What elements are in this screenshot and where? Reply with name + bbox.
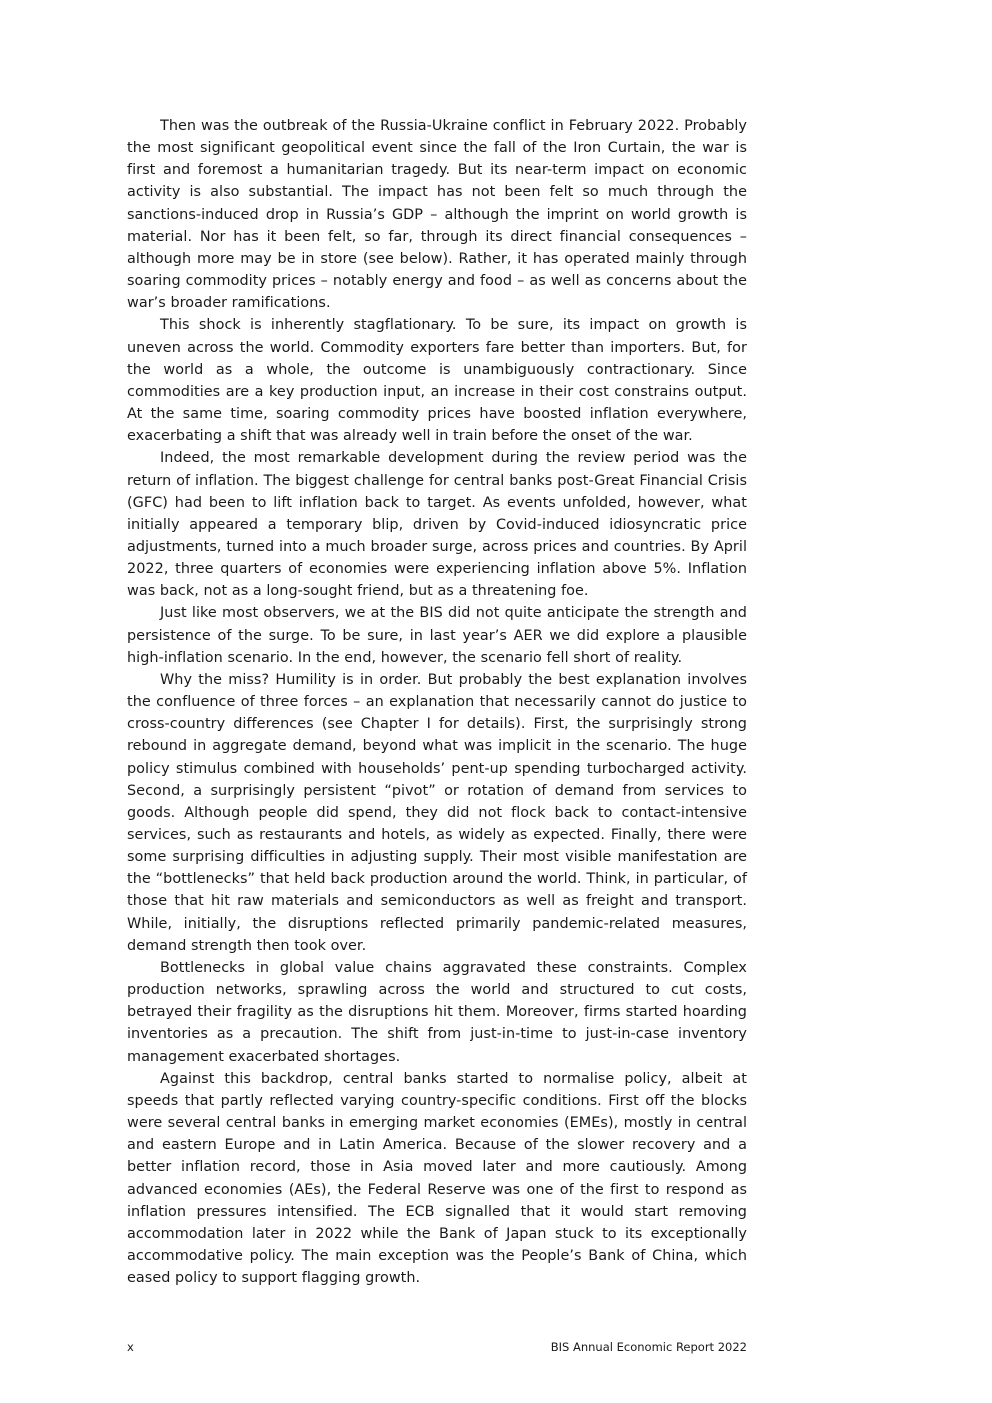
page-number: x — [127, 1340, 134, 1354]
paragraph-return-of-inflation: Indeed, the most remarkable development during the review period was the return of inflation. The biggest challenge for central banks post-Great Financial Crisis (GFC) had been to lift inflation back to target. As events unfolded, however, what initially appeared a temporary blip, driven by Covid-induced idiosyncratic price adjustments, turned into a much broader surge, across prices and countries. By April 2022, three quarters of economies were experiencing inflation above 5%. Inflation was back, not as a long-sought friend, but as a threatening foe. — [127, 450, 747, 600]
paragraph-policy-normalisation: Against this backdrop, central banks started to normalise policy, albeit at speeds that partly reflected varying country-specific conditions. First off the blocks were several central banks in emerging market economies (EMEs), mostly in central and eastern Europe and in Latin America. Because of the slower recovery and a better inflation record, those in Asia moved later and more cautiously. Among advanced economies (AEs), the Federal Reserve was one of the first to respond as inflation pressures intensified. The ECB signalled that it would start removing accommodation later in 2022 while the Bank of Japan stuck to its exceptionally accommodative policy. The main exception was the People’s Bank of China, which eased policy to support flagging growth. — [127, 1070, 747, 1287]
report-title: BIS Annual Economic Report 2022 — [550, 1340, 747, 1354]
paragraph-bottlenecks: Bottlenecks in global value chains aggravated these constraints. Complex production networks, sprawling across the world and structured to cut costs, betrayed their fragility as the disruptions hit them. Moreover, firms started hoarding inventories as a precaution. The shift from just-in-time to just-in-case inventory management exacerbated shortages. — [127, 959, 747, 1065]
paragraph-stagflationary-shock: This shock is inherently stagflationary. To be sure, its impact on growth is uneven across the world. Commodity exporters fare better than importers. But, for the world as a whole, the outcome is unambiguously contractionary. Since commodities are a key production input, an increase in their cost constrains output. At the same time, soaring commodity prices have boosted inflation everywhere, exacerbating a shift that was already well in train before the onset of the war. — [127, 317, 747, 445]
body-text — [127, 115, 747, 1289]
paragraph-why-the-miss: Why the miss? Humility is in order. But probably the best explanation involves the confluence of three forces – an explanation that necessarily cannot do justice to cross-country differences (see Chapter I for details). First, the surprisingly strong rebound in aggregate demand, beyond what was implicit in the scenario. The huge policy stimulus combined with households’ pent-up spending turbocharged activity. Second, a surprisingly persistent “pivot” or rotation of demand from services to goods. Although people did spend, they did not flock back to contact-intensive services, such as restaurants and hotels, as widely as expected. Finally, there were some surprising difficulties in adjusting supply. Their most visible manifestation are the “bottlenecks” that held back production around the world. Think, in particular, of those that hit raw materials and semiconductors as well as freight and transport. While, initially, the disruptions reflected primarily pandemic-related measures, demand strength then took over. — [127, 671, 747, 954]
paragraph-russia-ukraine: Then was the outbreak of the Russia-Ukraine conflict in February 2022. Probably the most significant geopolitical event since the fall of the Iron Curtain, the war is first and foremost a humanitarian tragedy. But its near-term impact on economic activity is also substantial. The impact has not been felt so much through the sanctions-induced drop in Russia’s GDP – although the imprint on world growth is material. Nor has it been felt, so far, through its direct financial consequences – although more may be in store (see below). Rather, it has operated mainly through soaring commodity prices – notably energy and food – as well as concerns about the war’s broader ramifications. — [127, 118, 747, 312]
paragraph-bis-anticipation: Just like most observers, we at the BIS did not quite anticipate the strength and persistence of the surge. To be sure, in last year’s AER we did explore a plausible high-inflation scenario. In the end, however, the scenario fell short of reality. — [127, 605, 747, 666]
